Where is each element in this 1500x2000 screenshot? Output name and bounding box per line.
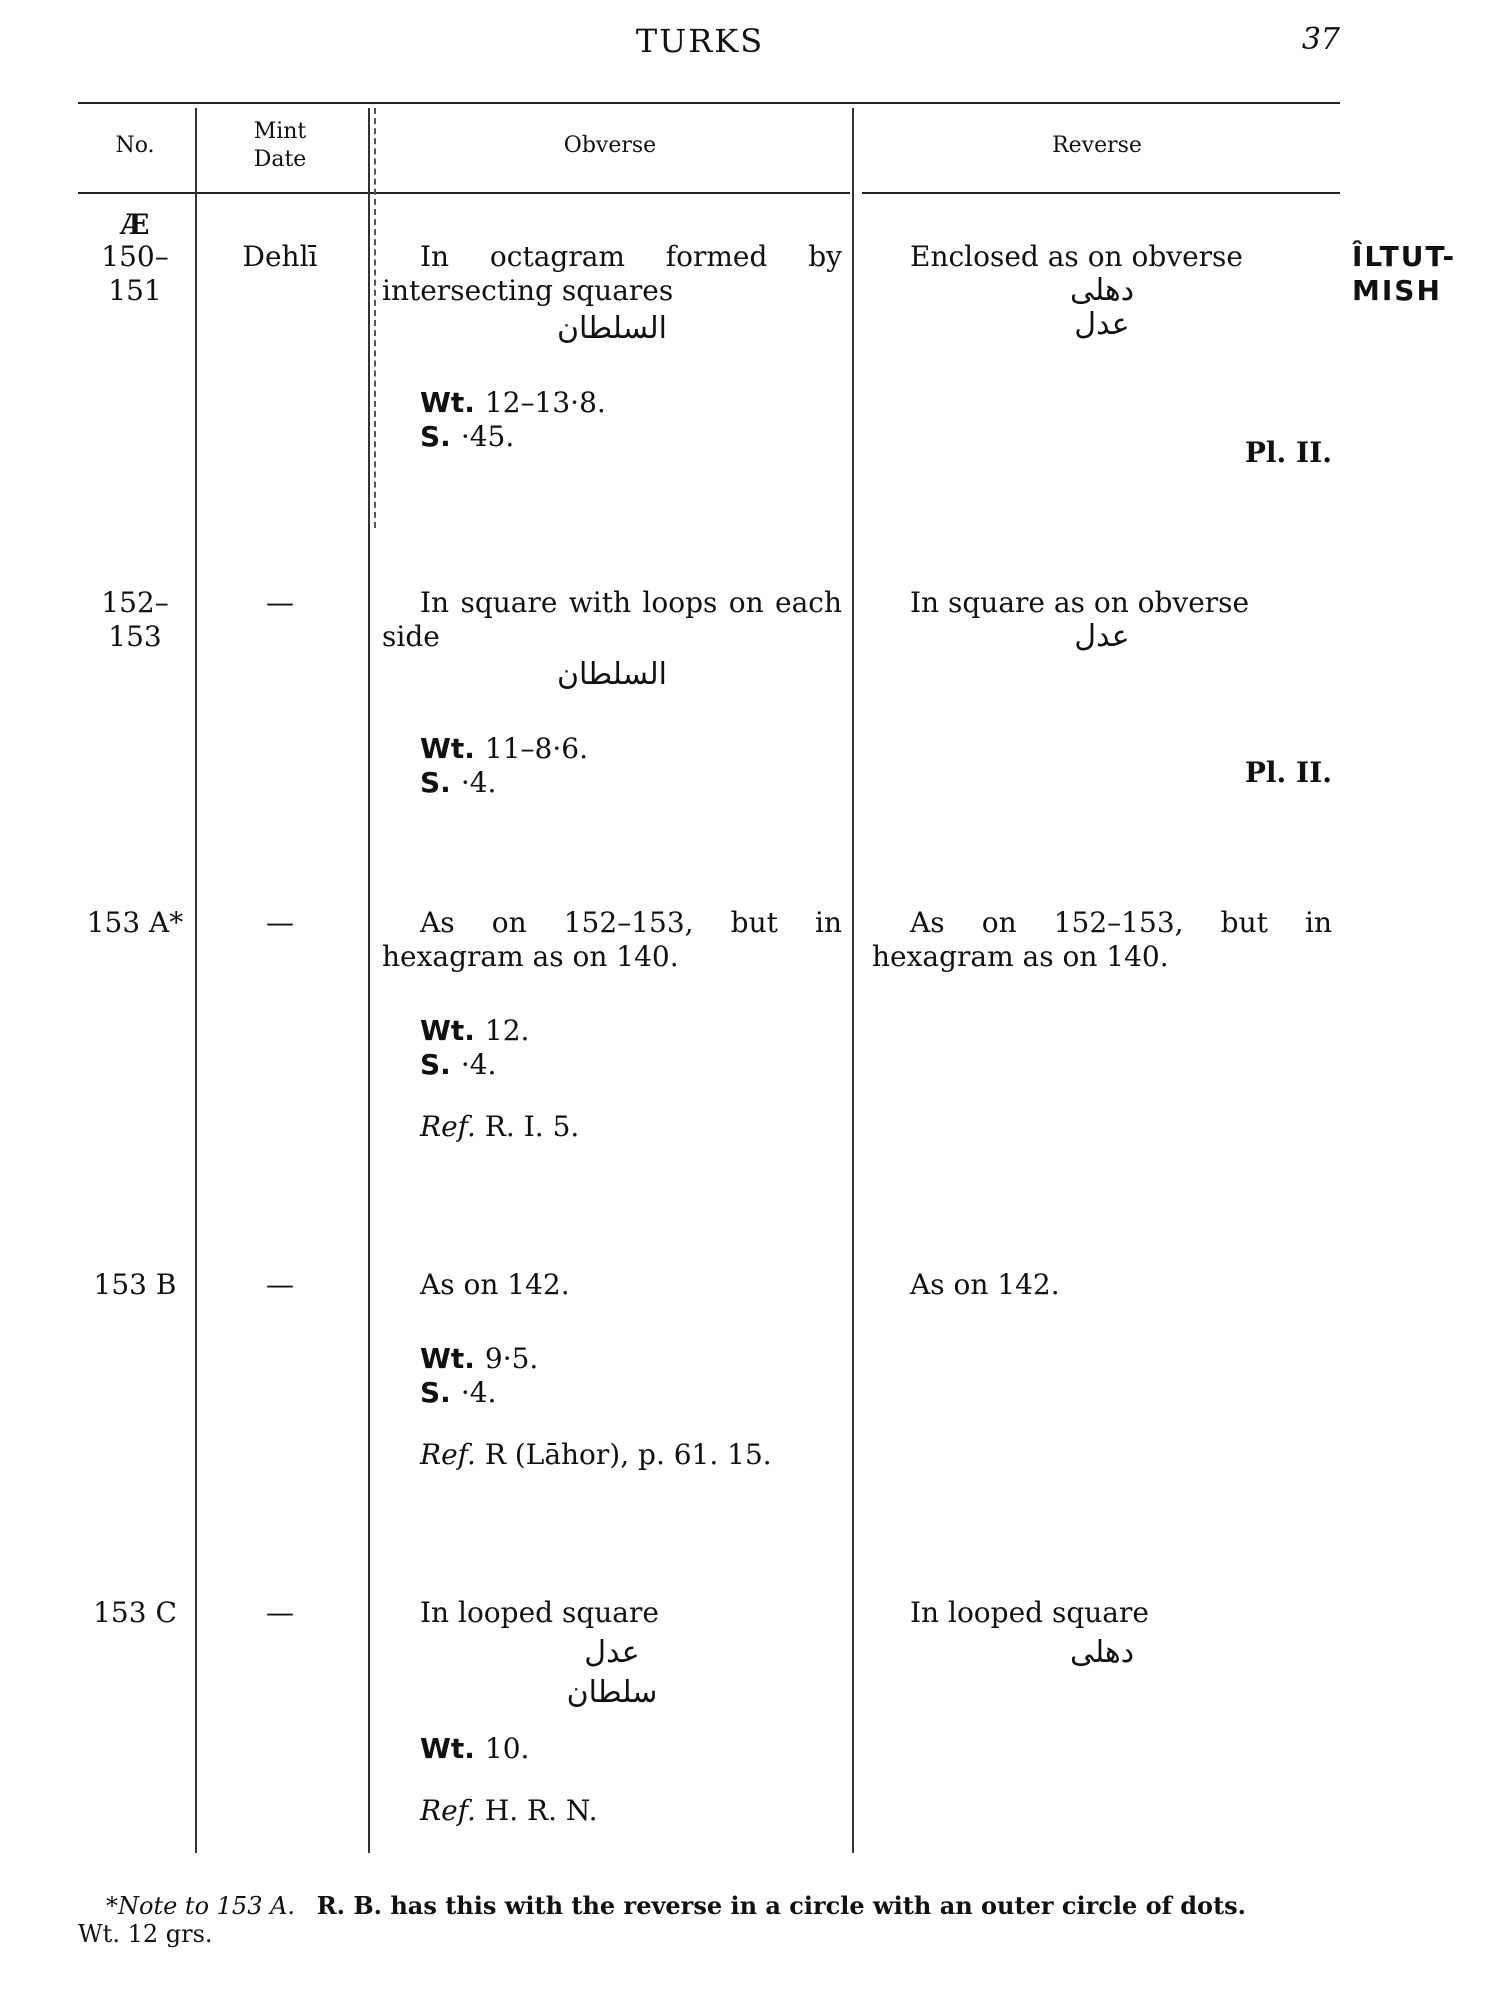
entry-number: 153 B — [93, 1268, 177, 1301]
reference-line — [382, 1110, 842, 1144]
size-value: ·4. — [460, 1048, 497, 1081]
weight-value: 12–13·8. — [484, 386, 606, 419]
footnote-text: R. B. has this with the reverse in a circle with an outer circle of dots. — [316, 1891, 1247, 1920]
entry-mint: — — [266, 1596, 294, 1629]
size-value: ·45. — [460, 420, 515, 453]
reverse-inscription: دهلی — [1069, 273, 1135, 308]
size-label: S. — [420, 1048, 451, 1081]
entry-reverse — [872, 906, 1332, 974]
obverse-description: As on 152–153, but in hexagram as on 140. — [382, 906, 842, 973]
weight-line — [382, 386, 842, 420]
footnote-label: *Note to 153 A. — [106, 1892, 296, 1920]
reference-line — [382, 1794, 842, 1828]
entry-obverse — [382, 1268, 842, 1472]
weight-value: 11–8·6. — [484, 732, 588, 765]
entry-number-line: 153 — [108, 620, 162, 653]
weight-value: 10. — [484, 1732, 530, 1765]
footnote — [78, 1892, 1340, 1948]
entry-reverse — [872, 586, 1332, 654]
size-line — [382, 766, 842, 800]
header-mint-date — [200, 118, 360, 174]
column-rule-2b — [374, 108, 376, 528]
obverse-inscription: السلطان — [557, 657, 667, 692]
entry-number-line: 152– — [101, 586, 169, 619]
weight-label: Wt. — [420, 1014, 475, 1047]
size-label: S. — [420, 420, 451, 453]
weight-line — [382, 1014, 842, 1048]
reference-line — [382, 1438, 842, 1472]
size-line — [382, 1048, 842, 1082]
obverse-inscription: سلطان — [566, 1675, 658, 1710]
obverse-inscription: السلطان — [557, 311, 667, 346]
entry-obverse — [382, 586, 842, 800]
reverse-description: As on 152–153, but in hexagram as on 140. — [872, 906, 1332, 973]
entry-number-line: 151 — [108, 274, 162, 307]
entry-number — [80, 240, 190, 308]
entry-number-line: 150– — [101, 240, 169, 273]
weight-label: Wt. — [420, 732, 475, 765]
weight-label: Wt. — [420, 1342, 475, 1375]
entry-mint: — — [266, 906, 294, 939]
size-label: S. — [420, 766, 451, 799]
weight-value: 9·5. — [484, 1342, 539, 1375]
reverse-inscription: دهلی — [1069, 1635, 1135, 1670]
reference-value: R. I. 5. — [484, 1110, 580, 1143]
obverse-description: In octagram formed by intersecting squares — [382, 240, 842, 307]
column-rule-3 — [852, 108, 854, 1853]
entry-reverse — [872, 1596, 1332, 1670]
plate-reference: Pl. II. — [1244, 436, 1332, 469]
header-no: No. — [115, 133, 155, 158]
entry-number: 153 C — [93, 1596, 177, 1629]
entry-mint: — — [266, 1268, 294, 1301]
reference-label: Ref. — [420, 1438, 476, 1471]
header-rule-reverse — [862, 192, 1340, 194]
entry-number — [80, 586, 190, 654]
obverse-description: In square with loops on each side — [382, 586, 842, 653]
plate-reference: Pl. II. — [1244, 756, 1332, 789]
reference-label: Ref. — [420, 1110, 476, 1143]
weight-label: Wt. — [420, 386, 475, 419]
column-rule-1 — [195, 108, 197, 1853]
entry-number: 153 A* — [86, 906, 184, 939]
size-line — [382, 420, 842, 454]
header-mint: Mint — [253, 119, 307, 144]
header-reverse: Reverse — [1052, 133, 1142, 158]
size-value: ·4. — [460, 1376, 497, 1409]
weight-line — [382, 732, 842, 766]
entry-obverse — [382, 906, 842, 1144]
entry-reverse — [872, 240, 1332, 342]
size-label: S. — [420, 1376, 451, 1409]
weight-value: 12. — [484, 1014, 530, 1047]
metal-symbol: Æ — [120, 208, 150, 241]
reverse-description: As on 142. — [910, 1268, 1060, 1301]
entry-reverse — [872, 1268, 1332, 1302]
ruler-side-note-line-2: MISH — [1352, 274, 1442, 307]
reference-label: Ref. — [420, 1794, 476, 1827]
header-date: Date — [253, 147, 307, 172]
obverse-description: In looped square — [420, 1596, 659, 1629]
obverse-description: As on 142. — [420, 1268, 570, 1301]
column-rule-2 — [368, 108, 370, 1853]
entry-obverse — [382, 240, 842, 454]
footnote-line-1 — [78, 1892, 1340, 1920]
top-rule — [78, 102, 1340, 104]
header-obverse: Obverse — [563, 133, 657, 158]
entry-mint: Dehlī — [242, 240, 318, 273]
reference-value: H. R. N. — [484, 1794, 598, 1827]
reference-value: R (Lāhor), p. 61. 15. — [484, 1438, 772, 1471]
weight-line — [382, 1732, 842, 1766]
reverse-description: Enclosed as on obverse — [910, 240, 1243, 273]
reverse-inscription: عدل — [1074, 307, 1130, 342]
ruler-side-note-line-1: ÎLTUT- — [1352, 240, 1457, 273]
entry-obverse — [382, 1596, 842, 1828]
header-rule-left — [78, 192, 368, 194]
running-title: TURKS — [635, 22, 765, 60]
reverse-description: In looped square — [910, 1596, 1149, 1629]
size-value: ·4. — [460, 766, 497, 799]
ruler-side-note — [1352, 240, 1497, 308]
obverse-inscription: عدل — [584, 1635, 640, 1670]
size-line — [382, 1376, 842, 1410]
reverse-description: In square as on obverse — [910, 586, 1250, 619]
entry-mint: — — [266, 586, 294, 619]
header-rule-obverse — [370, 192, 850, 194]
footnote-line-2: Wt. 12 grs. — [78, 1920, 213, 1948]
weight-line — [382, 1342, 842, 1376]
page-number: 37 — [1301, 22, 1340, 57]
reverse-inscription: عدل — [1074, 619, 1130, 654]
weight-label: Wt. — [420, 1732, 475, 1765]
